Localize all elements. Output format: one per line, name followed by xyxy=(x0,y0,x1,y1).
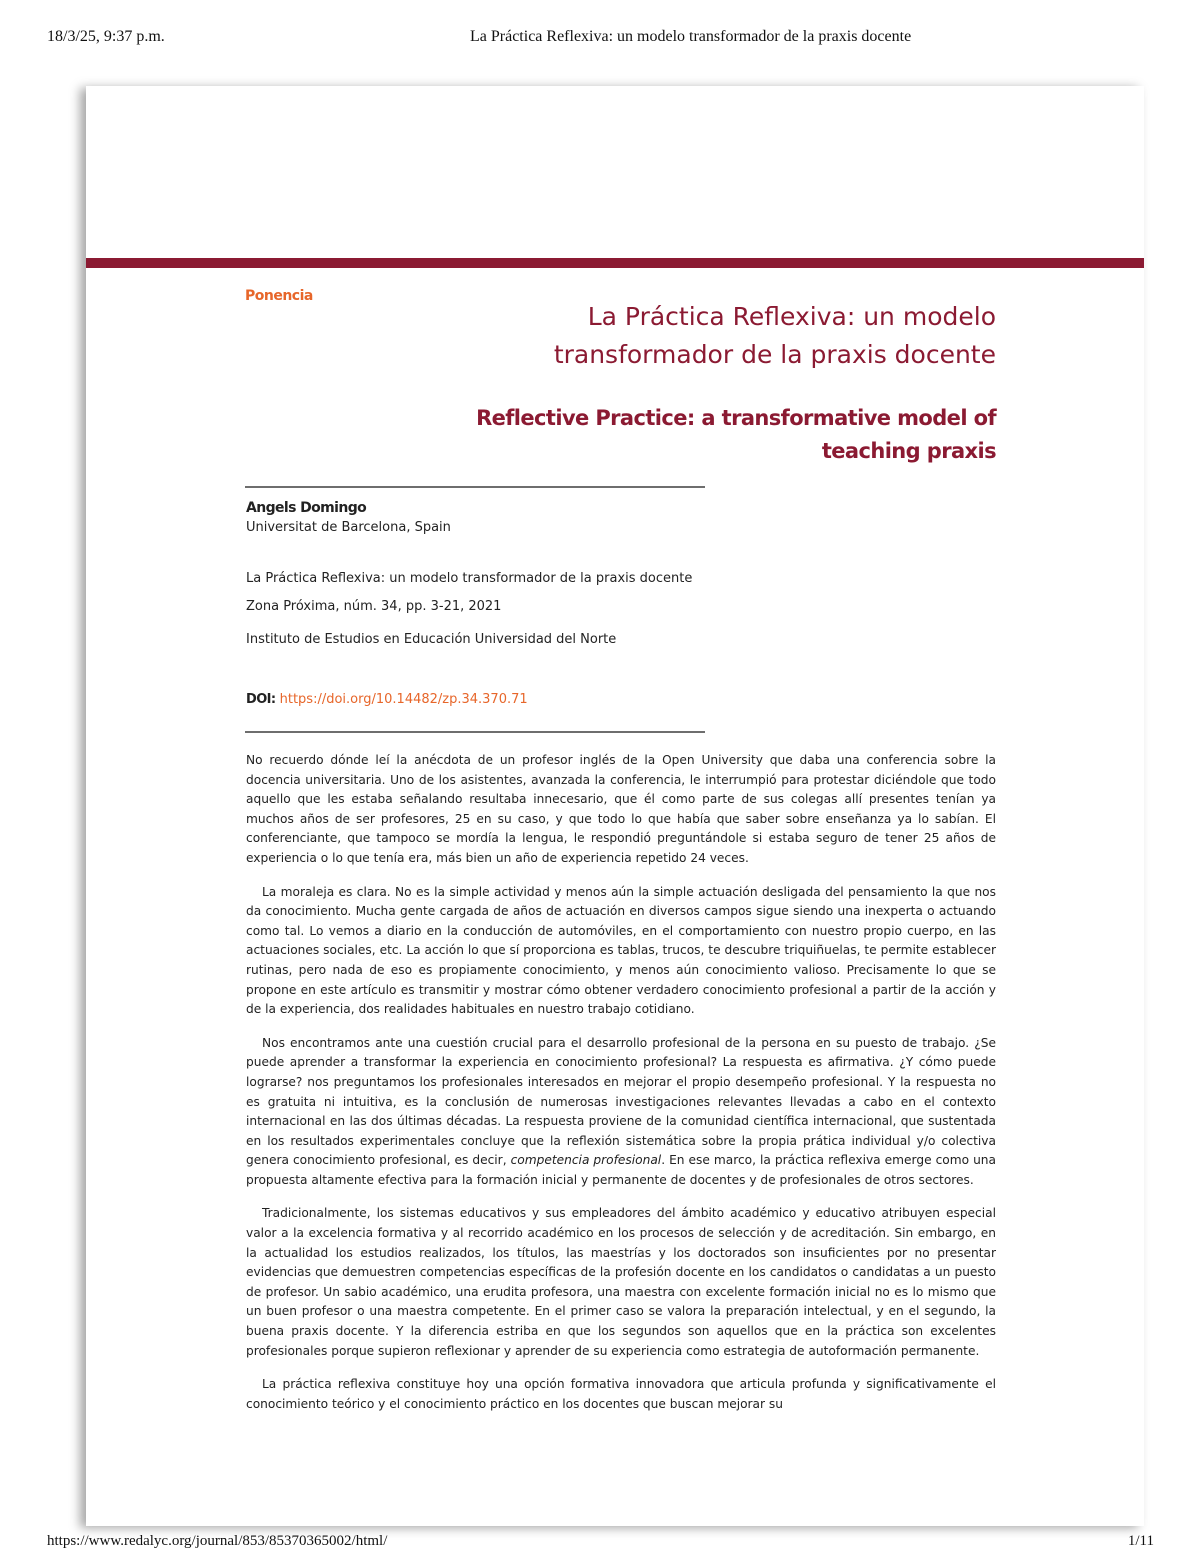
print-date: 18/3/25, 9:37 p.m. xyxy=(47,28,165,45)
body-paragraph-4: Tradicionalmente, los sistemas educativos y sus empleadores del ámbito académico y educativo atribuyen especial valor a la excelencia formativa y al recorrido académico en los procesos de selección y de acreditación. Sin embargo, en la actualidad los estudios realizados, los títulos, las maestrías y los doctorados son insuficientes por no presentar evidencias que demuestren competencias específicas de la profesión docente en los candidatos o candidatas a un puesto de profesor. Un sabio académico, una erudita profesora, una maestra con excelente formación inicial no es lo mismo que un buen profesor o una maestra competente. En el primer caso se valora la preparación intelectual, y en el segundo, la buena praxis docente. Y la diferencia estriba en que los segundos son aquellos que en la práctica son excelentes profesionales porque supieron reflexionar y aprender de su experiencia como estrategia de autoformación permanente. xyxy=(246,1206,996,1358)
meta-publisher: Instituto de Estudios en Educación Universidad del Norte xyxy=(246,632,617,647)
doi-label: DOI: xyxy=(246,692,276,707)
article-title-english: Reflective Practice: a transformative model of teaching praxis xyxy=(476,406,996,463)
body-paragraph-3-end: . En ese marco, la práctica reflexiva emerge como una propuesta altamente efectiva para la formación inicial y permanente de docentes y de profesionales de otros sectores. xyxy=(246,1153,997,1187)
article-title-spanish: La Práctica Reflexiva: un modelo transformador de la praxis docente xyxy=(553,302,996,369)
body-paragraph-5: La práctica reflexiva constituye hoy una opción formativa innovadora que articula profunda y significativamente el conocimiento teórico y el conocimiento práctico en los docentes que buscan mejorar su xyxy=(246,1377,996,1411)
body-paragraph-3-start: Nos encontramos ante una cuestión crucial para el desarrollo profesional de la persona en su puesto de trabajo. ¿Se puede aprender a transformar la experiencia en conocimiento profesional? La respuesta es afirmativa. ¿Y cómo puede lograrse? nos preguntamos los profesionales interesados en mejorar el propio desempeño profesional. Y la respuesta no es gratuita ni intuitiva, es la conclusión de numerosas investigaciones relevantes llevadas a cabo en el contexto internacional en las dos últimas décadas. La respuesta proviene de la comunidad científica internacional, que sustentada en los resultados experimentales concluye que la reflexión sistemática sobre la propia prática individual y/o colectiva genera conocimiento profesional, es decir, xyxy=(246,1035,996,1168)
author-name: Angels Domingo xyxy=(246,500,367,516)
divider-top xyxy=(245,486,705,488)
article-body xyxy=(246,751,996,1428)
doi-link[interactable]: https://doi.org/10.14482/zp.34.370.71 xyxy=(279,692,528,707)
emphasis-competencia-profesional: competencia profesional xyxy=(510,1153,662,1168)
author-affiliation: Universitat de Barcelona, Spain xyxy=(246,520,451,535)
doi-line xyxy=(246,692,528,707)
body-paragraph-2: La moraleja es clara. No es la simple actividad y menos aún la simple actuación desligada del pensamiento la que nos da conocimiento. Mucha gente cargada de años de actuación en diversos campos sigue siendo una inexperta o actuando como tal. Lo vemos a diario en la conducción de automóviles, en el comportamiento con nuestro propio cuerpo, en las actuaciones sociales, etc. La acción lo que sí proporciona es tablas, trucos, te descubre triquiñuelas, te permite establecer rutinas, pero nada de eso es propiamente conocimiento, y menos aún conocimiento valioso. Precisamente lo que se propone en este artículo es transmitir y mostrar cómo obtener verdadero conocimiento profesional a partir de la acción y de la experiencia, dos realidades habituales en nuestro trabajo cotidiano. xyxy=(246,884,996,1017)
header-accent-bar xyxy=(86,258,1144,268)
print-url: https://www.redalyc.org/journal/853/85370365002/html/ xyxy=(47,1533,388,1549)
article-page xyxy=(86,86,1144,1526)
print-header xyxy=(0,28,1200,52)
print-title: La Práctica Reflexiva: un modelo transformador de la praxis docente xyxy=(470,28,912,45)
body-paragraph-3 xyxy=(246,1034,996,1191)
meta-journal: Zona Próxima, núm. 34, pp. 3-21, 2021 xyxy=(246,599,502,614)
body-paragraph-1: No recuerdo dónde leí la anécdota de un profesor inglés de la Open University que daba una conferencia sobre la docencia universitaria. Uno de los asistentes, avanzada la conferencia, le interrumpió para protestar diciéndole que todo aquello que les estaba señalando resultaba innecesario, que él como parte de sus colegas allí presentes tenían ya muchos años de ser profesores, 25 en su caso, y que todo lo que había que saber sobre enseñanza ya lo sabían. El conferenciante, que tampoco se mordía la lengua, le respondió preguntándole si estaba seguro de tener 25 años de experiencia o lo que tenía era, más bien un año de experiencia repetido 24 veces. xyxy=(246,753,996,865)
meta-article-title: La Práctica Reflexiva: un modelo transformador de la praxis docente xyxy=(246,571,693,586)
divider-bottom xyxy=(245,731,705,733)
print-page-number: 1/11 xyxy=(1127,1533,1154,1549)
print-footer xyxy=(0,1533,1200,1553)
section-label: Ponencia xyxy=(245,288,313,304)
